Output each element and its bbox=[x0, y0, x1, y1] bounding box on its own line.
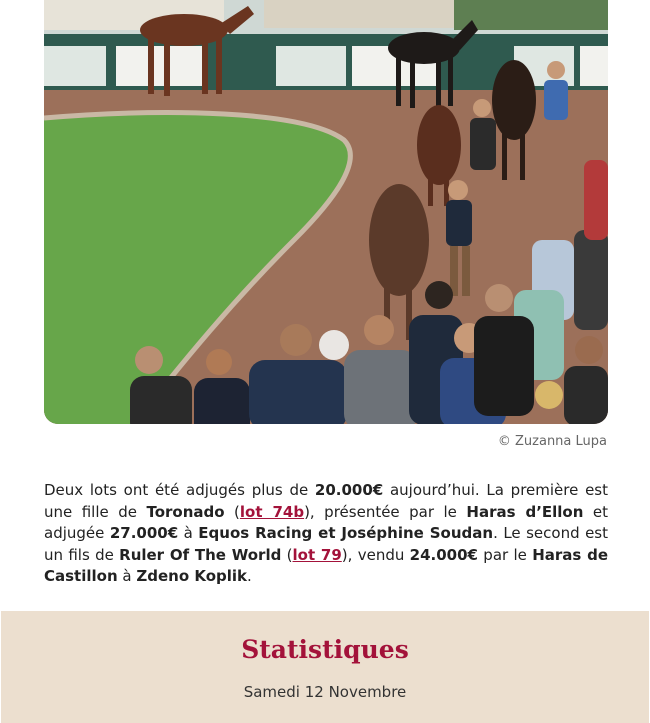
text-segment: par le bbox=[478, 545, 533, 564]
text-segment: . bbox=[247, 567, 252, 585]
text-segment: Deux lots ont été adjugés plus de bbox=[44, 481, 315, 499]
sire-name: Toronado bbox=[146, 502, 225, 521]
vendor-name: Haras de Castillon bbox=[44, 545, 609, 585]
sire-name: Ruler Of The World bbox=[119, 545, 282, 564]
text-segment: à bbox=[178, 524, 199, 542]
price-highlight: 24.000€ bbox=[409, 545, 478, 564]
statistics-title: Statistiques bbox=[241, 635, 409, 664]
text-segment: à bbox=[117, 567, 137, 585]
buyer-name: Zdeno Koplik bbox=[136, 567, 248, 585]
text-segment: ( bbox=[224, 502, 240, 521]
sale-ring-illustration bbox=[44, 0, 608, 424]
statistics-section bbox=[1, 611, 649, 723]
text-segment: ( bbox=[281, 545, 293, 564]
article-paragraph bbox=[44, 480, 608, 588]
text-segment: et adjugée bbox=[44, 502, 609, 542]
statistics-date: Samedi 12 Novembre bbox=[243, 683, 407, 701]
buyer-name: Equos Racing et Joséphine Soudan bbox=[198, 524, 494, 542]
text-segment: . Le second est un fils de bbox=[44, 524, 608, 564]
text-segment: ), vendu bbox=[341, 545, 410, 564]
sale-ring-photo bbox=[44, 0, 608, 424]
text-segment: aujourd’hui. La première est une fille de bbox=[44, 481, 608, 521]
amount-highlight: 20.000€ bbox=[314, 481, 384, 499]
price-highlight: 27.000€ bbox=[109, 524, 179, 542]
vendor-name: Haras d’Ellon bbox=[466, 502, 584, 521]
text-segment: ), présentée par le bbox=[304, 502, 467, 521]
lot-link-74b[interactable]: lot 74b bbox=[239, 502, 305, 521]
lot-link-79[interactable]: lot 79 bbox=[292, 545, 342, 564]
photo-credit: © Zuzanna Lupa bbox=[497, 434, 607, 449]
